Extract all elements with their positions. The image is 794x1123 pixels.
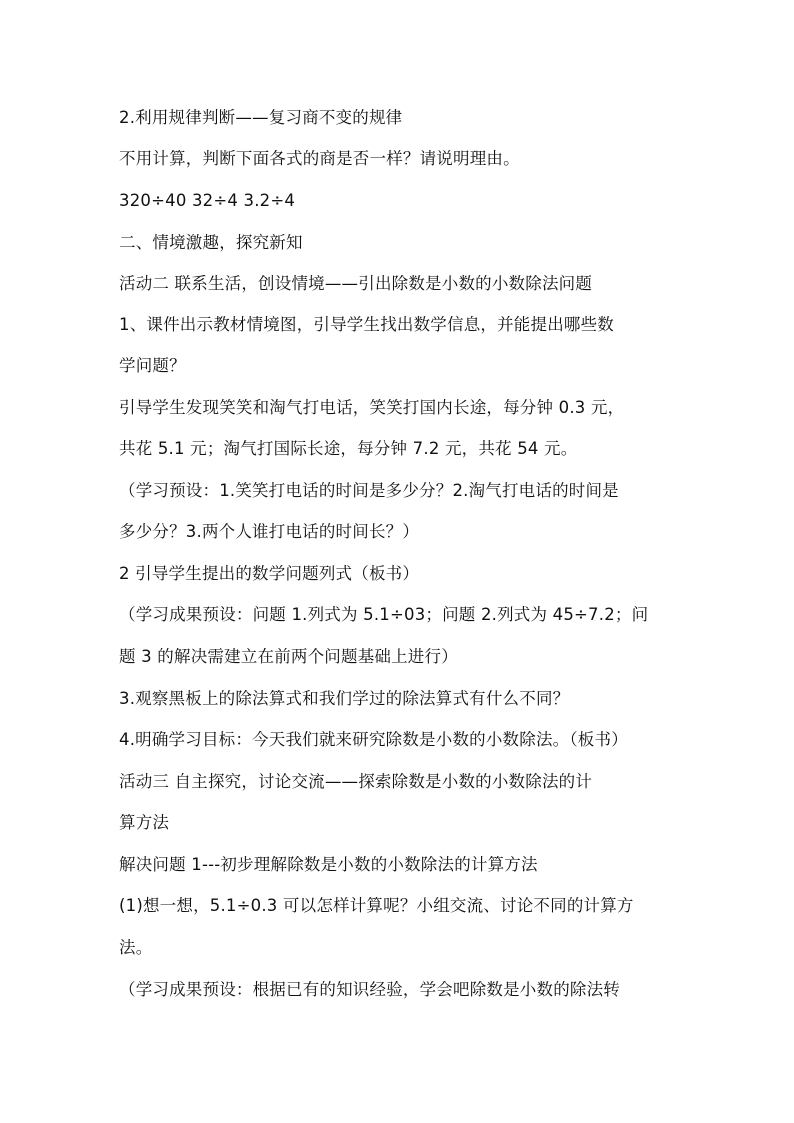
text-line: 多少分？3.两个人谁打电话的时间长？） bbox=[119, 522, 420, 541]
text-line: 解决问题 1---初步理解除数是小数的小数除法的计算方法 bbox=[119, 855, 538, 874]
text-line: 引导学生发现笑笑和淘气打电话，笑笑打国内长途，每分钟 0.3 元， bbox=[119, 398, 625, 417]
text-line: （学习成果预设：根据已有的知识经验，学会吧除数是小数的除法转 bbox=[119, 980, 620, 999]
text-line: 法。 bbox=[119, 938, 153, 957]
text-line: 4.明确学习目标：今天我们就来研究除数是小数的小数除法。（板书） bbox=[119, 730, 628, 749]
text-line: 3.观察黑板上的除法算式和我们学过的除法算式有什么不同？ bbox=[119, 689, 570, 708]
text-line: 学问题？ bbox=[119, 356, 186, 375]
text-line: （学习预设：1.笑笑打电话的时间是多少分？2.淘气打电话的时间是 bbox=[119, 481, 619, 500]
activity-heading: 活动二 联系生活，创设情境——引出除数是小数的小数除法问题 bbox=[119, 274, 593, 293]
activity-heading: 活动三 自主探究，讨论交流——探索除数是小数的小数除法的计 bbox=[119, 772, 593, 791]
text-line: 1、课件出示教材情境图，引导学生找出数学信息，并能提出哪些数 bbox=[119, 315, 614, 334]
text-line: 题 3 的解决需建立在前两个问题基础上进行） bbox=[119, 647, 458, 666]
text-line: (1)想一想，5.1÷0.3 可以怎样计算呢？小组交流、讨论不同的计算方 bbox=[119, 896, 634, 915]
text-line: 2 引导学生提出的数学问题列式（板书） bbox=[119, 564, 420, 583]
text-line: 共花 5.1 元；淘气打国际长途，每分钟 7.2 元，共花 54 元。 bbox=[119, 439, 578, 458]
text-line: 算方法 bbox=[119, 813, 170, 832]
text-line: 320÷40 32÷4 3.2÷4 bbox=[119, 191, 296, 210]
section-heading: 二、情境激趣，探究新知 bbox=[119, 233, 303, 252]
text-line: 不用计算，判断下面各式的商是否一样？请说明理由。 bbox=[119, 149, 520, 168]
text-line: 2.利用规律判断——复习商不变的规律 bbox=[119, 108, 403, 127]
text-line: （学习成果预设：问题 1.列式为 5.1÷03；问题 2.列式为 45÷7.2；问 bbox=[119, 605, 649, 624]
